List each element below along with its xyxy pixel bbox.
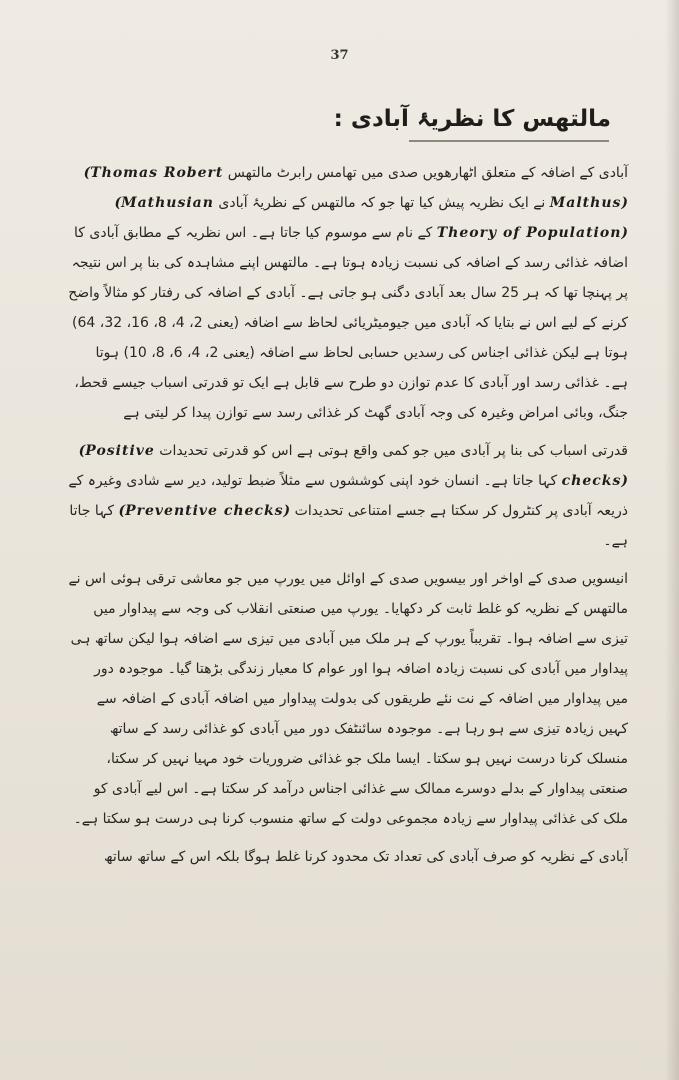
paragraph-text: کہا جاتا ہے۔ انسان خود اپنی کوششوں سے مثلاً ضبط تولید، دیر سے شادی وغیرہ کے ذریعہ آبادی پر کنٹرول کر سکتا ہے جسے امتناعی تحدیدات bbox=[68, 473, 628, 519]
section-heading: مالتھس کا نظریۂ آبادی : bbox=[333, 106, 611, 132]
paragraph-text: آبادی کے نظریہ کو صرف آبادی کی تعداد تک محدود کرنا غلط ہوگا بلکہ اس کے ساتھ ساتھ bbox=[104, 849, 628, 865]
paragraph-text: کہا جاتا ہے۔ bbox=[69, 503, 628, 549]
english-term: (Preventive checks) bbox=[118, 503, 291, 519]
english-term: (Positive checks) bbox=[78, 443, 628, 489]
english-term: (Mathusian Theory of Population) bbox=[114, 195, 628, 241]
paragraph-3 bbox=[68, 564, 628, 834]
paragraph-2 bbox=[68, 436, 628, 556]
paragraph-text: نے ایک نظریہ پیش کیا تھا جو کہ مالتھس کے نظریۂ آبادی bbox=[218, 195, 546, 211]
paragraph-4 bbox=[68, 842, 628, 872]
page-spine-shadow bbox=[665, 0, 679, 1080]
paragraph-text: کے نام سے موسوم کیا جاتا ہے۔ اس نظریہ کے مطابق آبادی کا اضافہ غذائی رسد کے اضافہ کی نسبت زیادہ ہوتا ہے۔ مالتھس اپنے مشاہدہ کی بنا پر اس نتیجہ پر پہنچا تھا کہ ہر 25 سال بعد آبادی دگنی ہو جاتی ہے۔ آبادی کے اضافہ کی رفتار کو مثالاً واضح کرنے کے لیے اس نے بتایا کہ آبادی میں جیومیٹریائی لحاظ سے اضافہ (یعنی 2، 4، 8، 16، 32، 64) ہوتا ہے لیکن غذائی اجناس کی رسدیں حسابی لحاظ سے اضافہ (یعنی 2، 4، 6، 8، 10) ہوتا ہے۔ غذائی رسد اور آبادی کا عدم توازن دو طرح سے قابل ہے ایک تو قدرتی اسباب جیسے قحط، جنگ، وبائی امراض وغیرہ کی وجہ آبادی گھٹ کر غذائی رسد سے توازن پیدا کر لیتی ہے bbox=[68, 225, 628, 421]
page-number: 37 bbox=[330, 48, 349, 63]
paragraph-1 bbox=[68, 158, 628, 428]
body-text bbox=[68, 158, 628, 880]
paragraph-text: آبادی کے اضافہ کے متعلق اٹھارھویں صدی میں تھامس رابرٹ مالتھس bbox=[227, 165, 628, 181]
paragraph-text: انیسویں صدی کے اواخر اور بیسویں صدی کے اوائل میں یورپ میں جو معاشی ترقی ہوئی اس نے مالتھس کے نظریہ کو غلط ثابت کر دکھایا۔ یورپ میں صنعتی انقلاب کی وجہ سے پیداوار میں تیزی سے اضافہ ہوا۔ تقریباً یورپ کے ہر ملک میں آبادی میں تیزی سے اضافہ ہوا لیکن ساتھ ہی پیداوار میں آبادی کی نسبت زیادہ اضافہ ہوا اور عوام کا معیار زندگی بڑھتا گیا۔ موجودہ دور میں پیداوار میں اضافہ کے نت نئے طریقوں کی بدولت پیداوار میں اضافہ آبادی کے اضافہ سے کہیں زیادہ تیزی سے ہو رہا ہے۔ موجودہ سائنٹفک دور میں آبادی کو غذائی رسد کے ساتھ منسلک کرنا درست نہیں ہو سکتا۔ ایسا ملک جو غذائی ضروریات خود مہیا نہیں کر سکتا، صنعتی پیداوار کے بدلے دوسرے ممالک سے غذائی اجناس درآمد کر سکتا ہے۔ اس لیے آبادی کو ملک کی غذائی پیداوار سے زیادہ مجموعی دولت کے ساتھ منسوب کرنا ہی درست ہو سکتا ہے۔ bbox=[68, 571, 628, 827]
heading-underline bbox=[409, 140, 609, 142]
english-term: (Thomas Robert Malthus) bbox=[83, 165, 628, 211]
paragraph-text: قدرتی اسباب کی بنا پر آبادی میں جو کمی واقع ہوتی ہے اس کو قدرتی تحدیدات bbox=[159, 443, 628, 459]
